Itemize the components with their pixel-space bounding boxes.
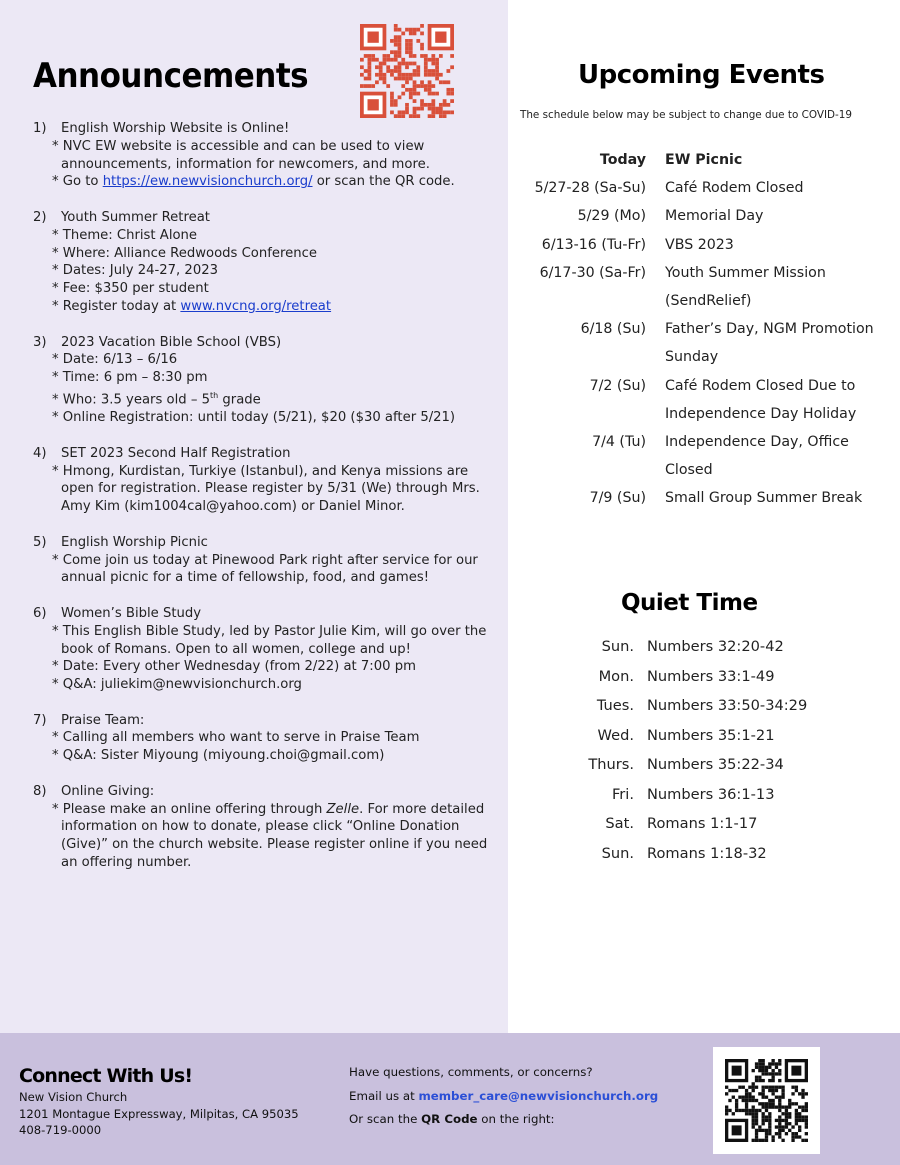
- event-date: 5/27-28 (Sa-Su): [534, 180, 646, 197]
- quiet-time-row: [555, 662, 895, 692]
- qr-prefix: Or scan the: [349, 1112, 422, 1126]
- upcoming-events-title: Upcoming Events: [578, 60, 825, 90]
- announcement-detail: * Time: 6 pm – 8:30 pm: [52, 370, 208, 386]
- event-date: Today: [599, 152, 646, 168]
- contact-info: [349, 1061, 658, 1132]
- announcement-heading: [33, 209, 503, 227]
- quiet-time-reading: Numbers 33:1-49: [647, 667, 775, 685]
- announcement-item: [33, 334, 503, 427]
- announcement-detail: * Please make an online offering through Zelle. For more detailed information on how to donate, please click “Online Donation (Give)” on the church website. Please register online if you need an offering number.: [52, 801, 488, 871]
- church-name: New Vision Church: [19, 1090, 128, 1104]
- announcement-number: 6): [33, 605, 47, 621]
- superscript: th: [210, 390, 219, 400]
- contact-qr-line: [349, 1108, 658, 1132]
- qr-code-footer: [725, 1059, 808, 1142]
- event-date: 5/29 (Mo): [577, 208, 646, 225]
- announcement-detail: * Who: 3.5 years old – 5th grade: [52, 390, 261, 408]
- announcement-heading: [33, 605, 503, 623]
- quiet-time-day: Tues.: [596, 697, 634, 714]
- announcement-title: Praise Team:: [61, 712, 145, 728]
- announcement-item: [33, 120, 503, 191]
- announcement-heading: [33, 334, 503, 352]
- announcement-item: [33, 534, 503, 587]
- announcement-title: English Worship Picnic: [61, 534, 208, 550]
- email-prefix: Email us at: [349, 1088, 419, 1103]
- quiet-time-reading: Numbers 33:50-34:29: [647, 697, 808, 714]
- quiet-time-row: [555, 750, 895, 780]
- quiet-time-day: Sat.: [605, 815, 634, 832]
- quiet-time-row: [555, 632, 895, 662]
- quiet-time-reading: Romans 1:18-32: [647, 844, 767, 862]
- announcement-detail: * Go to https://ew.newvisionchurch.org/ or scan the QR code.: [52, 174, 455, 190]
- announcement-detail: * Hmong, Kurdistan, Turkiye (Istanbul), and Kenya missions are open for registration. Please register by 5/31 (We) through Mrs. Amy Kim (kim1004cal@yahoo.com) or Daniel Minor.: [52, 463, 480, 515]
- announcement-detail: * Theme: Christ Alone: [52, 227, 198, 243]
- announcement-heading: [33, 783, 503, 801]
- announcement-item: [33, 445, 503, 516]
- event-row: [505, 372, 900, 428]
- contact-questions: Have questions, comments, or concerns?: [349, 1065, 593, 1079]
- announcement-item: [33, 783, 503, 872]
- announcement-heading: [33, 120, 503, 138]
- quiet-time-day: Fri.: [611, 785, 634, 803]
- church-info: [19, 1089, 299, 1139]
- announcement-detail: * Calling all members who want to serve in Praise Team: [52, 730, 420, 746]
- announcement-detail: * Register today at www.nvcng.org/retreat: [52, 298, 332, 314]
- announcement-detail: * Date: Every other Wednesday (from 2/22) at 7:00 pm: [52, 659, 416, 675]
- announcement-detail: * Date: 6/13 – 6/16: [52, 352, 178, 368]
- announcement-number: 5): [33, 534, 47, 550]
- qr-code-top: [360, 24, 454, 118]
- event-name: Café Rodem Closed: [665, 180, 804, 197]
- announcement-title: Women’s Bible Study: [61, 605, 202, 621]
- announcement-detail: * Q&A: Sister Miyoung (miyoung.choi@gmail.com): [52, 748, 385, 764]
- event-row: [505, 146, 900, 174]
- announcement-title: Youth Summer Retreat: [61, 209, 210, 225]
- quiet-time-title: Quiet Time: [621, 590, 758, 616]
- announcement-detail: * Q&A: juliekim@newvisionchurch.org: [52, 677, 302, 693]
- quiet-time-day: Sun.: [601, 844, 634, 862]
- announcement-item: [33, 605, 503, 694]
- quiet-time-reading: Numbers 32:20-42: [647, 638, 784, 655]
- quiet-time-reading: Romans 1:1-17: [647, 815, 758, 832]
- quiet-time-day: Thurs.: [588, 756, 634, 773]
- event-date: 7/4 (Tu): [592, 434, 646, 451]
- quiet-time-reading: Numbers 36:1-13: [647, 785, 775, 803]
- event-name: Café Rodem Closed Due to Independence Day Holiday: [665, 377, 857, 422]
- event-date: 6/17-30 (Sa-Fr): [539, 264, 646, 281]
- quiet-time-row: [555, 809, 895, 839]
- announcement-number: 4): [33, 445, 47, 461]
- event-date: 6/13-16 (Tu-Fr): [541, 236, 646, 253]
- event-name: Small Group Summer Break: [665, 490, 863, 507]
- schedule-note: The schedule below may be subject to change due to COVID-19: [520, 109, 853, 121]
- event-date: 7/2 (Su): [589, 377, 646, 394]
- event-name: Memorial Day: [665, 208, 764, 225]
- announcement-number: 1): [33, 121, 47, 136]
- announcement-title: Online Giving:: [61, 783, 155, 799]
- announcements-title: Announcements: [33, 56, 309, 96]
- event-row: [505, 315, 900, 371]
- announcement-link[interactable]: www.nvcng.org/retreat: [180, 298, 332, 314]
- announcement-detail: * Come join us today at Pinewood Park right after service for our annual picnic for a time of fellowship, food, and games!: [52, 552, 478, 586]
- contact-email-line: [349, 1085, 658, 1109]
- quiet-time-reading: Numbers 35:1-21: [647, 726, 775, 744]
- announcement-detail: * Fee: $350 per student: [52, 281, 209, 297]
- qr-code-footer-frame: [713, 1047, 820, 1154]
- announcement-detail: * Online Registration: until today (5/21), $20 ($30 after 5/21): [52, 410, 456, 426]
- quiet-time-reading: Numbers 35:22-34: [647, 756, 784, 773]
- zelle-text: Zelle: [326, 801, 360, 817]
- event-name: EW Picnic: [665, 152, 743, 168]
- announcement-number: 8): [33, 783, 47, 799]
- quiet-time-row: [555, 691, 895, 721]
- church-phone: 408-719-0000: [19, 1123, 102, 1137]
- event-row: [505, 259, 900, 315]
- announcement-heading: [33, 712, 503, 730]
- quiet-time-day: Sun.: [601, 638, 634, 655]
- event-row: [505, 202, 900, 230]
- event-name: Independence Day, Office Closed: [665, 434, 849, 479]
- event-row: [505, 231, 900, 259]
- qr-suffix: on the right:: [477, 1112, 555, 1126]
- church-address: 1201 Montague Expressway, Milpitas, CA 95035: [19, 1106, 299, 1121]
- announcement-heading: [33, 534, 503, 552]
- event-name: VBS 2023: [665, 236, 734, 253]
- event-row: [505, 428, 900, 484]
- announcement-title: SET 2023 Second Half Registration: [61, 445, 291, 461]
- announcements-list: [33, 120, 503, 890]
- announcement-heading: [33, 445, 503, 463]
- event-date: 6/18 (Su): [580, 321, 646, 338]
- quiet-time-table: [555, 632, 895, 868]
- announcement-title: 2023 Vacation Bible School (VBS): [61, 334, 282, 350]
- announcement-number: 3): [33, 334, 47, 350]
- quiet-time-row: [555, 780, 895, 810]
- qr-bold: QR Code: [421, 1112, 478, 1126]
- quiet-time-day: Mon.: [598, 667, 634, 685]
- announcement-detail: * Where: Alliance Redwoods Conference: [52, 245, 317, 261]
- announcement-title: English Worship Website is Online!: [61, 121, 290, 136]
- event-row: [505, 174, 900, 202]
- announcement-link[interactable]: https://ew.newvisionchurch.org/: [102, 174, 313, 190]
- connect-title: Connect With Us!: [19, 1065, 193, 1087]
- event-name: Youth Summer Mission (SendRelief): [665, 264, 826, 310]
- quiet-time-row: [555, 721, 895, 751]
- event-date: 7/9 (Su): [589, 490, 646, 507]
- event-name: Father’s Day, NGM Promotion Sunday: [665, 321, 874, 366]
- announcement-item: [33, 209, 503, 316]
- quiet-time-day: Wed.: [597, 726, 634, 744]
- contact-email-link[interactable]: member_care@newvisionchurch.org: [418, 1088, 659, 1103]
- announcement-detail: * This English Bible Study, led by Pastor Julie Kim, will go over the book of Romans. Open to all women, college and up!: [52, 623, 487, 657]
- announcement-number: 7): [33, 712, 47, 728]
- event-row: [505, 484, 900, 512]
- events-table: [505, 146, 900, 513]
- announcement-detail: * NVC EW website is accessible and can be used to view announcements, information for newcomers, and more.: [52, 138, 430, 172]
- announcement-detail: * Dates: July 24-27, 2023: [52, 263, 218, 279]
- announcement-item: [33, 712, 503, 765]
- announcement-number: 2): [33, 209, 47, 225]
- quiet-time-row: [555, 839, 895, 869]
